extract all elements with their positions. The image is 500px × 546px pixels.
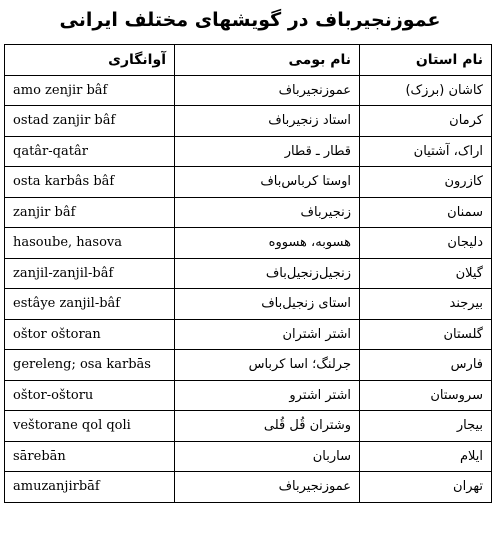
local-name-cell: اشتر اشتران — [175, 319, 360, 350]
page-title: عموزنجیرباف در گویشهای مختلف ایرانی — [59, 9, 441, 31]
transliteration-cell: zanjil-zanjil-bâf — [5, 258, 175, 289]
local-name-cell: ساربان — [175, 441, 360, 472]
transliteration-cell: osta karbâs bâf — [5, 167, 175, 198]
province-cell: دلیجان — [360, 228, 492, 259]
province-cell: کاشان (برزک) — [360, 75, 492, 106]
transliteration-cell: oštor oštoran — [5, 319, 175, 350]
transliteration-cell: amo zenjir bâf — [5, 75, 175, 106]
local-name-cell: هسوبه، هسووه — [175, 228, 360, 259]
table-row — [5, 136, 492, 167]
local-name-cell: استای زنجیل‌باف — [175, 289, 360, 320]
local-name-cell: اوستا کرباس‌باف — [175, 167, 360, 198]
table-row — [5, 472, 492, 503]
province-cell: بیرجند — [360, 289, 492, 320]
transliteration-cell: gereleng; osa karbās — [5, 350, 175, 381]
header-transliteration: آوانگاری — [5, 45, 175, 76]
table-row — [5, 441, 492, 472]
local-name-cell: عموزنجیرباف — [175, 472, 360, 503]
table-row — [5, 228, 492, 259]
local-name-cell: عموزنجیرباف — [175, 75, 360, 106]
header-row — [5, 45, 492, 76]
province-cell: اراک، آشتیان — [360, 136, 492, 167]
province-cell: ایلام — [360, 441, 492, 472]
transliteration-cell: veštorane qol qoli — [5, 411, 175, 442]
transliteration-cell: ostad zanjir bâf — [5, 106, 175, 137]
province-cell: کازرون — [360, 167, 492, 198]
transliteration-cell: oštor-oštoru — [5, 380, 175, 411]
table-row — [5, 411, 492, 442]
header-local-name: نام بومی — [175, 45, 360, 76]
province-cell: فارس — [360, 350, 492, 381]
province-cell: سروستان — [360, 380, 492, 411]
transliteration-cell: estâye zanjil-bâf — [5, 289, 175, 320]
table-row — [5, 319, 492, 350]
local-name-cell: زنجیل‌زنجیل‌باف — [175, 258, 360, 289]
table-row — [5, 258, 492, 289]
transliteration-cell: zanjir bâf — [5, 197, 175, 228]
table-row — [5, 167, 492, 198]
local-name-cell: استاد زنجیرباف — [175, 106, 360, 137]
header-province: نام استان — [360, 45, 492, 76]
transliteration-cell: amuzanjirbāf — [5, 472, 175, 503]
table-row — [5, 197, 492, 228]
transliteration-cell: qatâr-qatâr — [5, 136, 175, 167]
local-name-cell: زنجیرباف — [175, 197, 360, 228]
province-cell: بیجار — [360, 411, 492, 442]
table-row — [5, 106, 492, 137]
province-cell: تهران — [360, 472, 492, 503]
table-row — [5, 75, 492, 106]
local-name-cell: قطار ـ قطار — [175, 136, 360, 167]
local-name-cell: جرلنگ؛ اسا کرباس — [175, 350, 360, 381]
dialect-table — [4, 44, 492, 503]
table-row — [5, 350, 492, 381]
transliteration-cell: hasoube, hasova — [5, 228, 175, 259]
local-name-cell: وشتران قُل قُلی — [175, 411, 360, 442]
transliteration-cell: sārebān — [5, 441, 175, 472]
table-row — [5, 289, 492, 320]
local-name-cell: اشتر اشترو — [175, 380, 360, 411]
province-cell: گلستان — [360, 319, 492, 350]
province-cell: کرمان — [360, 106, 492, 137]
province-cell: گیلان — [360, 258, 492, 289]
table-row — [5, 380, 492, 411]
province-cell: سمنان — [360, 197, 492, 228]
